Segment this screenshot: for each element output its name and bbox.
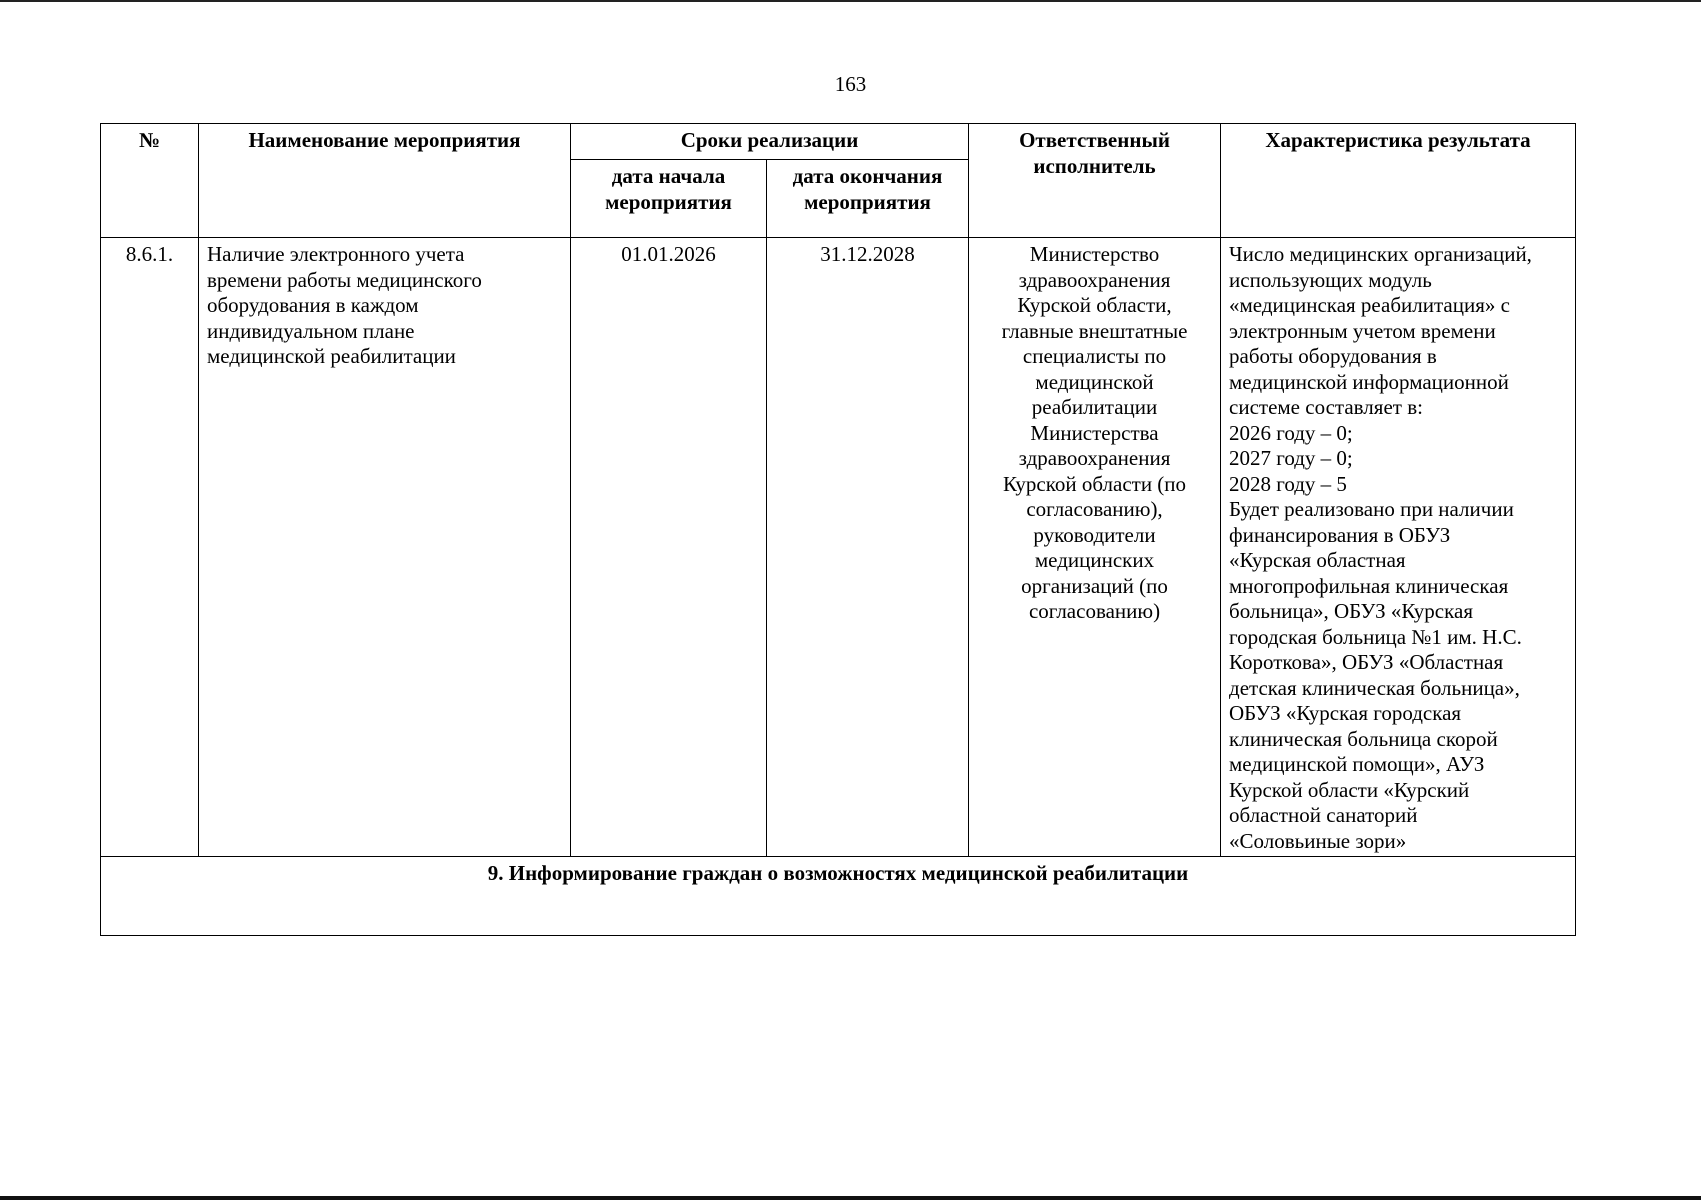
cell-end-date: 31.12.2028 (767, 238, 969, 857)
header-end-date-line: мероприятия (804, 189, 931, 214)
responsible-line: организаций (по (1021, 573, 1168, 598)
header-end-date-line: дата окончания (792, 164, 943, 188)
cell-activity-name (199, 238, 571, 857)
header-responsible-line: исполнитель (1033, 153, 1156, 178)
result-line: 2027 году – 0; (1229, 446, 1353, 470)
result-line: «Соловьиные зори» (1229, 828, 1407, 853)
header-start-date-line: мероприятия (605, 189, 732, 214)
cell-responsible (969, 238, 1221, 857)
result-line: 2026 году – 0; (1229, 420, 1353, 445)
result-line: Короткова», ОБУЗ «Областная (1229, 650, 1504, 674)
responsible-line: специалисты по (1022, 344, 1167, 368)
responsible-line: Курской области (по (1002, 471, 1187, 496)
result-line: медицинской информационной (1229, 369, 1509, 394)
cell-start-date: 01.01.2026 (571, 238, 767, 857)
header-end-date (767, 160, 969, 238)
scan-edge-bottom (0, 1196, 1701, 1200)
responsible-line: Министерство (1029, 242, 1160, 266)
result-line: финансирования в ОБУЗ (1229, 522, 1451, 547)
result-line: больница», ОБУЗ «Курская (1229, 599, 1473, 623)
result-line: клиническая больница скорой (1229, 726, 1498, 751)
activity-name-line: времени работы медицинского (207, 267, 482, 292)
result-line: многопрофильная клиническая (1229, 573, 1509, 598)
activity-name-line: Наличие электронного учета (207, 242, 465, 266)
activity-name-line: оборудования в каждом (207, 293, 419, 317)
responsible-line: согласованию), (1026, 497, 1163, 521)
result-line: детская клиническая больница», (1229, 675, 1520, 700)
result-line: городская больница №1 им. Н.С. (1229, 624, 1522, 649)
responsible-line: здравоохранения (1018, 267, 1171, 292)
result-line: использующих модуль (1229, 267, 1432, 292)
responsible-line: медицинских (1034, 548, 1155, 572)
header-number: № (101, 124, 199, 238)
result-line: Будет реализовано при наличии (1229, 497, 1514, 521)
responsible-line: руководители (1033, 522, 1156, 547)
result-line: Курской области «Курский (1229, 777, 1470, 802)
result-line: работы оборудования в (1229, 344, 1437, 368)
result-line: электронным учетом времени (1229, 318, 1496, 343)
activity-name-line: медицинской реабилитации (207, 344, 456, 368)
result-line: областной санаторий (1229, 803, 1418, 827)
responsible-line: Министерства (1030, 420, 1159, 445)
page-number: 163 (834, 72, 867, 96)
header-activity-name: Наименование мероприятия (199, 124, 571, 238)
activities-table (100, 123, 1576, 936)
result-line: ОБУЗ «Курская городская (1229, 701, 1462, 725)
activity-name-line: индивидуальном плане (207, 318, 415, 343)
result-line: системе составляет в: (1229, 395, 1423, 419)
cell-number: 8.6.1. (101, 238, 199, 857)
table-row (101, 238, 1576, 857)
header-responsible-line: Ответственный (1019, 128, 1170, 152)
result-line: медицинской помощи», АУЗ (1229, 752, 1485, 776)
header-start-date-line: дата начала (611, 164, 726, 188)
responsible-line: медицинской (1035, 369, 1154, 394)
cell-result (1221, 238, 1576, 857)
section-title: 9. Информирование граждан о возможностях медицинской реабилитации (101, 857, 1576, 936)
result-line: Число медицинских организаций, (1229, 242, 1532, 266)
section-row (101, 857, 1576, 936)
result-line: 2028 году – 5 (1229, 471, 1347, 496)
result-line: «медицинская реабилитация» с (1229, 293, 1510, 317)
header-result: Характеристика результата (1221, 124, 1576, 238)
responsible-text (977, 242, 1212, 625)
header-responsible (969, 124, 1221, 238)
header-implementation-period: Сроки реализации (571, 124, 969, 160)
table-header-row (101, 124, 1576, 160)
activity-name-text (207, 242, 562, 370)
responsible-line: главные внештатные (1001, 318, 1188, 343)
result-line: «Курская областная (1229, 548, 1406, 572)
responsible-line: согласованию) (1028, 599, 1161, 623)
scan-edge-top (0, 0, 1701, 2)
responsible-line: Курской области, (1017, 293, 1172, 317)
responsible-line: реабилитации (1031, 395, 1158, 419)
result-text (1229, 242, 1567, 854)
header-start-date (571, 160, 767, 238)
responsible-line: здравоохранения (1018, 446, 1171, 470)
